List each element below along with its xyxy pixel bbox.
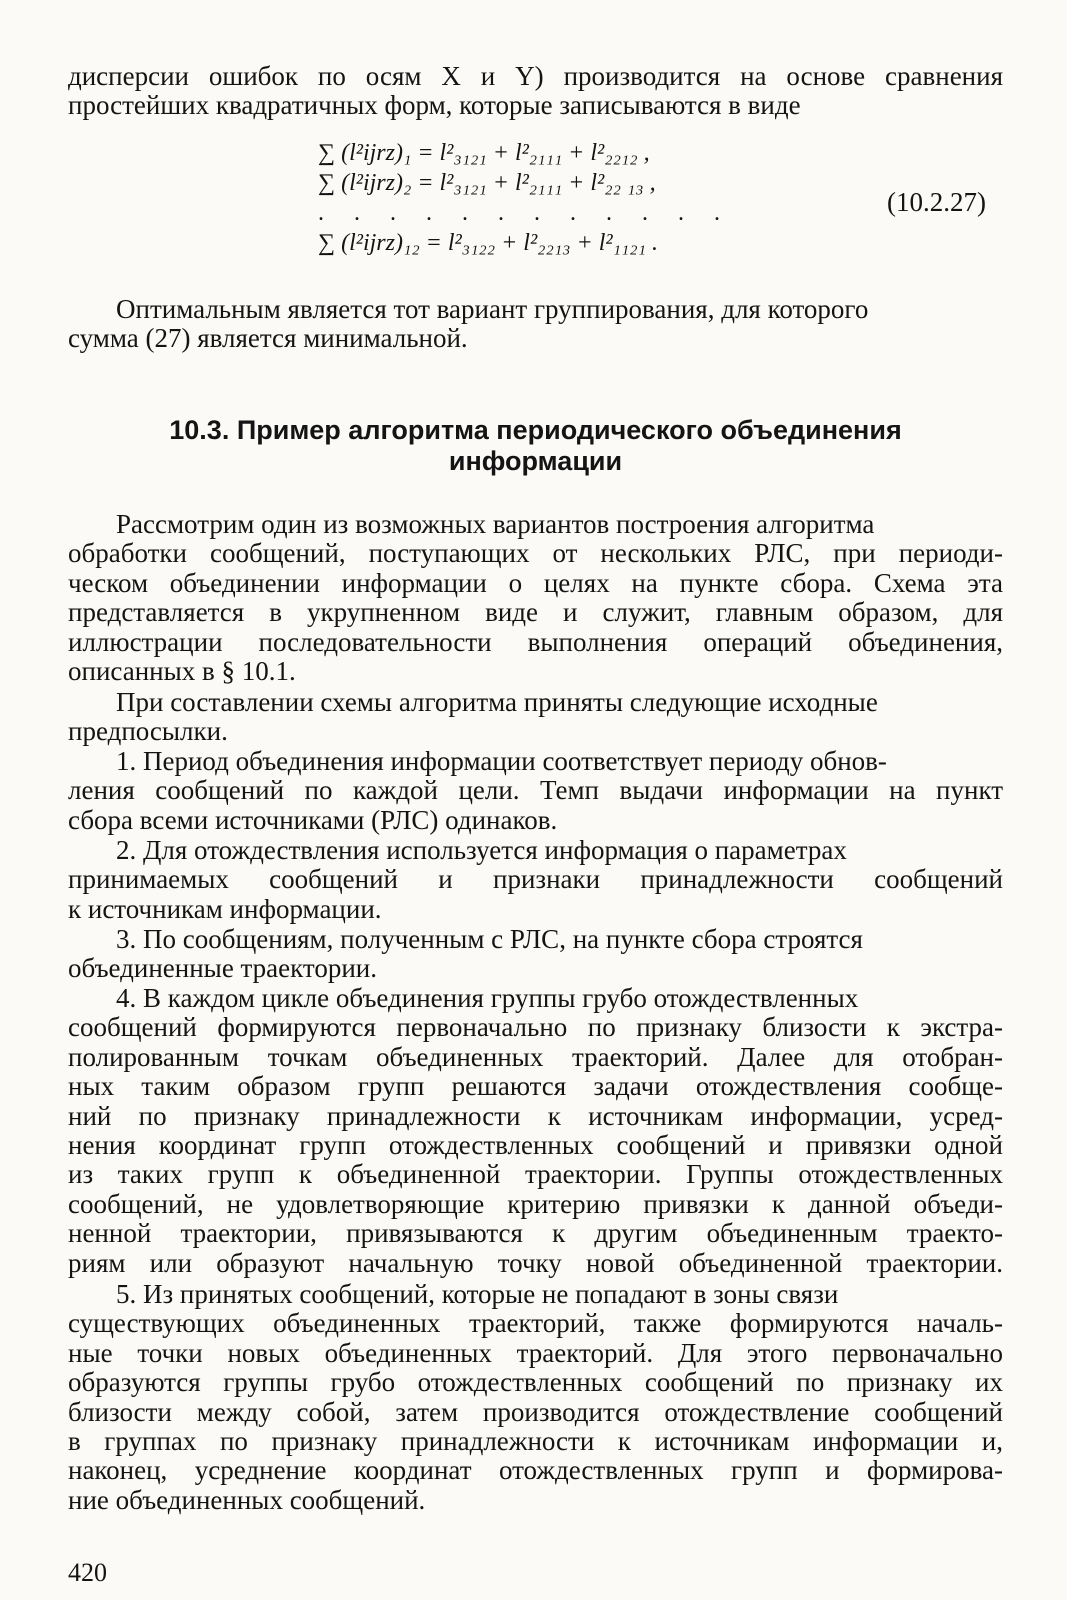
item2-line: к источникам информации. (68, 893, 382, 924)
item4-line: 4. В каждом цикле объединения группы грубо отождествленных (116, 983, 859, 1013)
p1-line: представляется в укрупненном виде и служит, главным образом, для (68, 597, 1003, 628)
item5-line: существующих объединенных траекторий, также формируются началь- (68, 1308, 1003, 1339)
item4-line: полированным точкам объединенных траекторий. Далее для отобран- (68, 1041, 1003, 1072)
equation-dots: . . . . . . . . . . . . (318, 200, 732, 226)
page-number: 420 (68, 1558, 107, 1587)
item5-line: наконец, усреднение координат отождествленных групп и формирова- (68, 1455, 1003, 1486)
p1-line: описанных в § 10.1. (68, 656, 296, 687)
optimal-paragraph (68, 295, 1003, 354)
section-title-line-2: информации (448, 446, 623, 476)
item4-line: ных таким образом групп решаются задачи отождествления сообще- (68, 1071, 1003, 1102)
section-title-line-1: 10.3. Пример алгоритма периодического объединения (169, 415, 902, 445)
item5-line: 5. Из принятых сообщений, которые не попадают в зоны связи (116, 1279, 839, 1309)
item3-line: 3. По сообщениям, полученным с РЛС, на пункте сбора строятся (116, 924, 863, 954)
item4-line: риям или образуют начальную точку новой объединенной траектории. (68, 1247, 1003, 1278)
equation-system (318, 138, 798, 258)
item4-line: из таких групп к объединенной траектории. Группы отождествленных (68, 1159, 1003, 1190)
list-item-1 (68, 747, 1003, 835)
intro-line-2: простейших квадратичных форм, которые записываются в виде (68, 90, 801, 121)
p2-line: При составлении схемы алгоритма приняты следующие исходные (116, 687, 878, 717)
item1-line: сбора всеми источниками (РЛС) одинаков. (68, 804, 558, 835)
item2-line: принимаемых сообщений и признаки принадлежности сообщений (68, 864, 1003, 895)
item1-line: 1. Период объединения информации соответствует периоду обнов- (116, 746, 887, 776)
paragraph-2 (68, 688, 1003, 747)
item3-line: объединенные траектории. (68, 953, 377, 984)
p1-line: иллюстрации последовательности выполнения операций объединения, (68, 626, 1003, 657)
item5-line: в группах по признаку принадлежности к источникам информации и, (68, 1426, 1003, 1457)
equation-number: (10.2.27) (887, 187, 986, 217)
p1-line: обработки сообщений, поступающих от нескольких РЛС, при периоди- (68, 538, 1003, 569)
item4-line: ненной траектории, привязываются к другим объединенным траекто- (68, 1218, 1003, 1249)
intro-line-1: дисперсии ошибок по осям X и Y) производится на основе сравнения (68, 61, 1003, 91)
p1-line: ческом объединении информации о целях на пункте сбора. Схема эта (68, 567, 1003, 598)
list-item-2 (68, 836, 1003, 924)
equation-row-3: ∑ (l²ijrz)₁₂ = l²₃₁₂₂ + l²₂₂₁₃ + l²₁₁₂₁ . (318, 230, 658, 256)
equation-row-1: ∑ (l²ijrz)₁ = l²₃₁₂₁ + l²₂₁₁₁ + l²₂₂₁₂ , (318, 140, 650, 166)
item2-line: 2. Для отождествления используется информация о параметрах (116, 835, 847, 865)
item5-line: ные точки новых объединенных траекторий. Для этого первоначально (68, 1337, 1003, 1368)
optimal-line-2: сумма (27) является минимальной. (68, 323, 468, 354)
list-item-4 (68, 984, 1003, 1278)
item1-line: ления сообщений по каждой цели. Темп выдачи информации на пункт (68, 775, 1003, 806)
p1-line: Рассмотрим один из возможных вариантов построения алгоритма (116, 509, 875, 539)
item4-line: ний по признаку принадлежности к источникам информации, усред- (68, 1100, 1003, 1131)
optimal-line-1: Оптимальным является тот вариант группирования, для которого (116, 294, 869, 324)
list-item-5 (68, 1280, 1003, 1515)
item5-line: близости между собой, затем производится отождествление сообщений (68, 1396, 1003, 1427)
item5-line: образуются группы грубо отождествленных сообщений по признаку их (68, 1367, 1003, 1398)
intro-paragraph (68, 62, 1003, 121)
item5-line: ние объединенных сообщений. (68, 1484, 426, 1515)
section-heading (68, 415, 1003, 477)
paragraph-1 (68, 510, 1003, 686)
list-item-3 (68, 925, 1003, 984)
p2-line: предпосылки. (68, 716, 228, 747)
item4-line: нения координат групп отождествленных сообщений и привязки одной (68, 1130, 1003, 1161)
item4-line: сообщений формируются первоначально по признаку близости к экстра- (68, 1012, 1003, 1043)
item4-line: сообщений, не удовлетворяющие критерию привязки к данной объеди- (68, 1188, 1003, 1219)
equation-row-2: ∑ (l²ijrz)₂ = l²₃₁₂₁ + l²₂₁₁₁ + l²₂₂ ₁₃ , (318, 170, 656, 196)
